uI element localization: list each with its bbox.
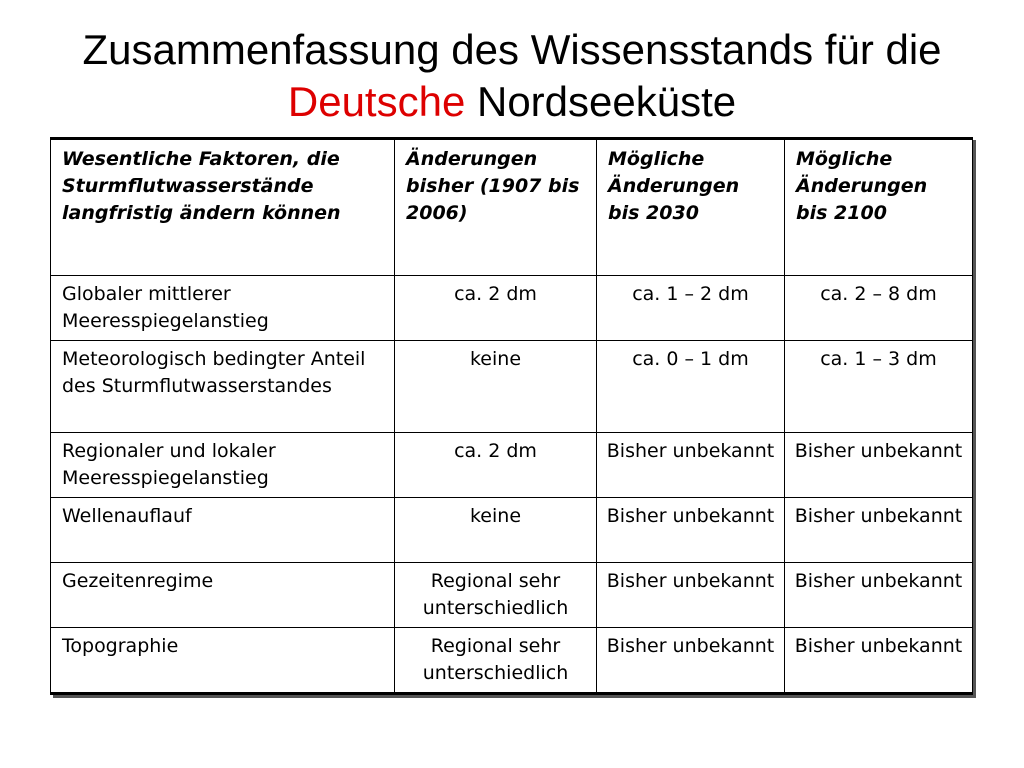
table-row [51, 563, 973, 628]
row-cell-2100: ca. 2 – 8 dm [785, 276, 973, 341]
table-row [51, 628, 973, 694]
title-accent-word: Deutsche [287, 78, 466, 125]
row-factor: Regionaler und lokaler Meeresspiegelanstieg [51, 433, 395, 498]
table-row [51, 498, 973, 563]
table-row [51, 341, 973, 433]
slide-title [0, 24, 1024, 128]
row-cell-2030: Bisher unbekannt [597, 628, 785, 694]
header-changes-so-far: Änderungen bisher (1907 bis 2006) [395, 139, 597, 276]
row-cell-so-far: ca. 2 dm [395, 276, 597, 341]
table-row [51, 433, 973, 498]
row-factor: Gezeitenregime [51, 563, 395, 628]
row-cell-so-far: ca. 2 dm [395, 433, 597, 498]
row-cell-so-far: Regional sehr unterschiedlich [395, 563, 597, 628]
row-cell-so-far: Regional sehr unterschiedlich [395, 628, 597, 694]
row-factor: Meteorologisch bedingter Anteil des Sturmflutwasserstandes [51, 341, 395, 433]
header-factors: Wesentliche Faktoren, die Sturmflutwasserstände langfristig ändern können [51, 139, 395, 276]
knowledge-table [50, 137, 973, 695]
header-changes-2030: Mögliche Änderungen bis 2030 [597, 139, 785, 276]
row-cell-2100: Bisher unbekannt [785, 498, 973, 563]
row-cell-2030: ca. 1 – 2 dm [597, 276, 785, 341]
table-header-row [51, 139, 973, 276]
table-row [51, 276, 973, 341]
row-cell-2100: Bisher unbekannt [785, 563, 973, 628]
row-cell-2100: ca. 1 – 3 dm [785, 341, 973, 433]
row-cell-2030: Bisher unbekannt [597, 563, 785, 628]
header-changes-2100: Mögliche Änderungen bis 2100 [785, 139, 973, 276]
row-cell-so-far: keine [395, 498, 597, 563]
row-cell-2100: Bisher unbekannt [785, 628, 973, 694]
row-factor: Globaler mittlerer Meeresspiegelanstieg [51, 276, 395, 341]
row-cell-2030: Bisher unbekannt [597, 433, 785, 498]
title-line-1: Zusammenfassung des Wissensstands für die [82, 26, 942, 73]
row-cell-so-far: keine [395, 341, 597, 433]
row-factor: Wellenauflauf [51, 498, 395, 563]
row-cell-2100: Bisher unbekannt [785, 433, 973, 498]
row-factor: Topographie [51, 628, 395, 694]
row-cell-2030: ca. 0 – 1 dm [597, 341, 785, 433]
title-line-2-rest: Nordseeküste [476, 78, 737, 125]
row-cell-2030: Bisher unbekannt [597, 498, 785, 563]
